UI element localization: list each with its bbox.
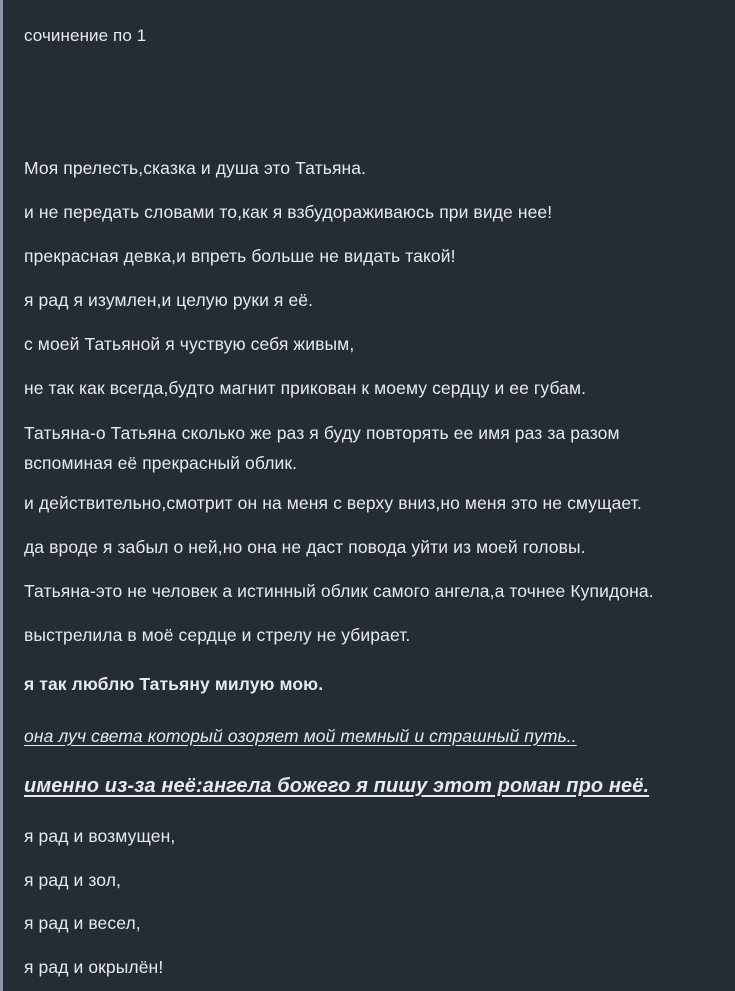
text-line: я рад и возмущен, (24, 826, 176, 846)
left-border (0, 0, 3, 991)
bold-line: я так люблю Татьяну милую мою. (24, 674, 324, 694)
italic-underlined-line: она луч света который озоряет мой темный и страшный путь.. (24, 726, 577, 746)
text-line: Татьяна-о Татьяна сколько же раз я буду повторять ее имя раз за разом (24, 423, 620, 443)
text-line: выстрелила в моё сердце и стрелу не убирает. (24, 625, 411, 645)
text-line: Моя прелесть,сказка и душа это Татьяна. (24, 158, 367, 178)
text-line: вспоминая её прекрасный облик. (24, 453, 298, 473)
text-line: я рад и весел, (24, 913, 141, 933)
text-line: и не передать словами то,как я взбудораживаюсь при виде нее! (24, 202, 553, 222)
text-line: прекрасная девка,и впреть больше не видать такой! (24, 246, 456, 266)
emphasized-line: именно из-за неё:ангела божего я пишу этот роман про неё. (24, 775, 650, 797)
text-line: я рад и окрылён! (24, 957, 164, 977)
text-line: Татьяна-это не человек а истинный облик самого ангела,а точнее Купидона. (24, 581, 654, 601)
text-line: не так как всегда,будто магнит прикован к моему сердцу и ее губам. (24, 378, 587, 398)
text-line: и действительно,смотрит он на меня с верху вниз,но меня это не смущает. (24, 493, 642, 513)
text-line: с моей Татьяной я чуствую себя живым, (24, 334, 355, 354)
text-line: я рад я изумлен,и целую руки я её. (24, 290, 314, 310)
document-title: сочинение по 1 (24, 26, 147, 45)
text-line: я рад и зол, (24, 870, 121, 890)
text-line: да вроде я забыл о ней,но она не даст повода уйти из моей головы. (24, 537, 586, 557)
